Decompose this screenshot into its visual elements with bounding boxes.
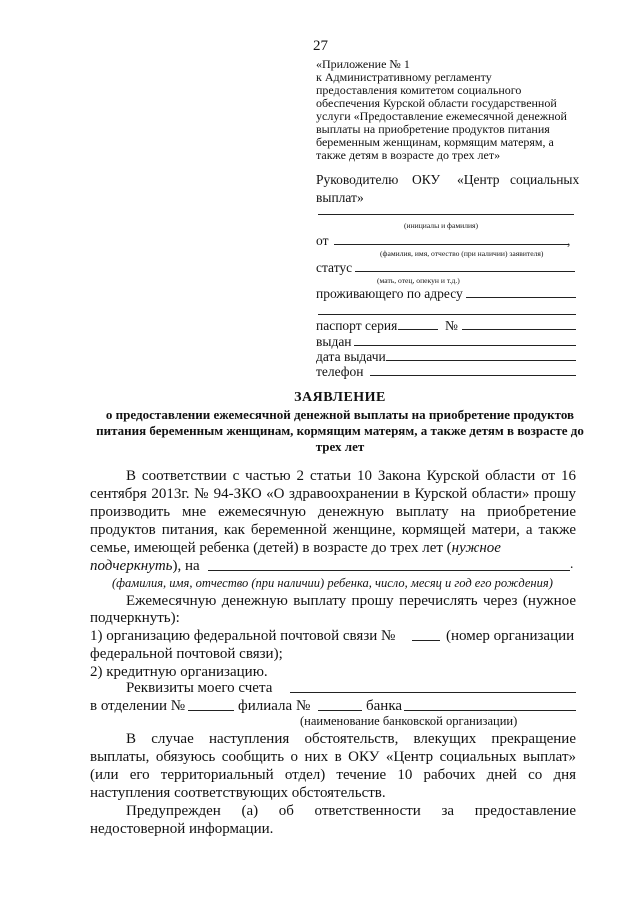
filial-label: филиала № <box>238 698 311 714</box>
address-input-line-2[interactable] <box>318 314 576 315</box>
paragraph-line: недостоверной информации. <box>90 821 274 837</box>
option-postal: 1) организацию федеральной почтовой связи № <box>90 628 396 644</box>
passport-label: паспорт серия <box>316 318 398 333</box>
account-label: Реквизиты моего счета <box>126 680 273 696</box>
appendix-line: услуги «Предоставление ежемесячной денежной <box>316 109 567 123</box>
option-postal-note: (номер организации <box>446 628 575 644</box>
address-input-line[interactable] <box>466 297 576 298</box>
option-credit: 2) кредитную организацию. <box>90 664 268 680</box>
page-number: 27 <box>313 38 328 54</box>
appendix-line: выплаты на приобретение продуктов питания <box>316 122 550 136</box>
issue-date-label: дата выдачи <box>316 349 386 364</box>
postal-number-input-line[interactable] <box>412 640 440 641</box>
document-subtitle-line: трех лет <box>315 439 365 454</box>
addressee-to-left: Руководителю <box>316 172 399 187</box>
from-input-line[interactable] <box>334 244 568 245</box>
appendix-line: также детям в возрасте до трех лет» <box>316 148 501 162</box>
initials-caption: (инициалы и фамилия) <box>404 221 479 230</box>
appendix-line: «Приложение № 1 <box>316 57 410 71</box>
status-caption: (мать, отец, опекун и т.д.) <box>377 276 460 285</box>
paragraph-text: ), на <box>172 558 200 574</box>
paragraph-line: (или его территориальный отдел) течение 10 рабочих дней со дня <box>90 767 576 783</box>
from-caption: (фамилия, имя, отчество (при наличии) заявителя) <box>380 249 544 258</box>
paragraph-line <box>90 540 576 556</box>
filial-number-input-line[interactable] <box>318 710 362 711</box>
issued-input-line[interactable] <box>354 345 576 346</box>
child-details-period: . <box>570 556 574 571</box>
bank-label: банка <box>366 698 403 714</box>
appendix-header <box>316 58 578 162</box>
paragraph-line: выплаты, обязуюсь сообщить о них в ОКУ «Центр социальных выплат» <box>90 749 576 765</box>
addressee-to-line2: выплат» <box>316 190 364 205</box>
bank-name-input-line[interactable] <box>404 710 576 711</box>
paragraph-line: подчеркнуть): <box>90 610 180 626</box>
from-comma: , <box>567 233 571 248</box>
appendix-line: к Административному регламенту <box>316 70 492 84</box>
document-title: ЗАЯВЛЕНИЕ <box>294 390 386 405</box>
branch-number-input-line[interactable] <box>188 710 234 711</box>
paragraph-italic: нужное <box>451 540 501 556</box>
paragraph-line: Ежемесячную денежную выплату прошу перечислять через (нужное <box>126 593 576 609</box>
option-postal-line-2: федеральной почтовой связи); <box>90 646 283 662</box>
document-subtitle-line: о предоставлении ежемесячной денежной выплаты на приобретение продуктов <box>105 407 575 422</box>
addressee-to-right-a: «Центр <box>457 172 500 187</box>
paragraph-line: производить мне ежемесячную денежную выплату на приобретение <box>90 504 576 520</box>
status-label: статус <box>316 260 353 275</box>
child-details-caption: (фамилия, имя, отчество (при наличии) ребенка, число, месяц и год его рождения) <box>112 576 553 590</box>
paragraph-italic: подчеркнуть <box>90 558 173 574</box>
appendix-line: предоставления комитетом социального <box>316 83 522 97</box>
child-details-input-line[interactable] <box>208 570 570 571</box>
passport-series-input-line[interactable] <box>398 329 438 330</box>
paragraph-text: семье, имеющей ребенка (детей) в возрасте до трех лет ( <box>90 540 452 556</box>
paragraph-line: В соответствии с частью 2 статьи 10 Закона Курской области от 16 <box>126 468 576 484</box>
document-subtitle-line: питания беременным женщинам, кормящим матерям, а также детям в возрасте до <box>96 423 584 438</box>
account-input-line[interactable] <box>290 692 576 693</box>
initials-input-line[interactable] <box>318 214 574 215</box>
addressee-to-mid: ОКУ <box>412 172 441 187</box>
paragraph-line: Предупрежден (а) об ответственности за предоставление <box>126 803 576 819</box>
paragraph-line <box>90 558 576 574</box>
addressee-to-right-b: социальных <box>510 172 580 187</box>
branch-label: в отделении № <box>90 698 186 714</box>
phone-input-line[interactable] <box>370 375 576 376</box>
paragraph-line: наступления соответствующих обстоятельств. <box>90 785 386 801</box>
paragraph-line: продуктов питания, как беременной женщине, кормящей матери, а также <box>90 522 576 538</box>
passport-number-input-line[interactable] <box>462 329 576 330</box>
paragraph-line: сентября 2013г. № 94-ЗКО «О здравоохранении в Курской области» прошу <box>90 486 576 502</box>
appendix-line: обеспечения Курской области государственной <box>316 96 557 110</box>
from-label: от <box>316 233 329 248</box>
bank-caption: (наименование банковской организации) <box>300 714 518 728</box>
phone-label: телефон <box>316 364 364 379</box>
status-input-line[interactable] <box>355 271 575 272</box>
issued-label: выдан <box>316 334 352 349</box>
appendix-line: беременным женщинам, кормящим матерям, а <box>316 135 554 149</box>
issue-date-input-line[interactable] <box>386 360 576 361</box>
passport-number-sign: № <box>445 318 458 333</box>
paragraph-line: В случае наступления обстоятельств, влекущих прекращение <box>126 731 576 747</box>
address-label: проживающего по адресу <box>316 286 463 301</box>
